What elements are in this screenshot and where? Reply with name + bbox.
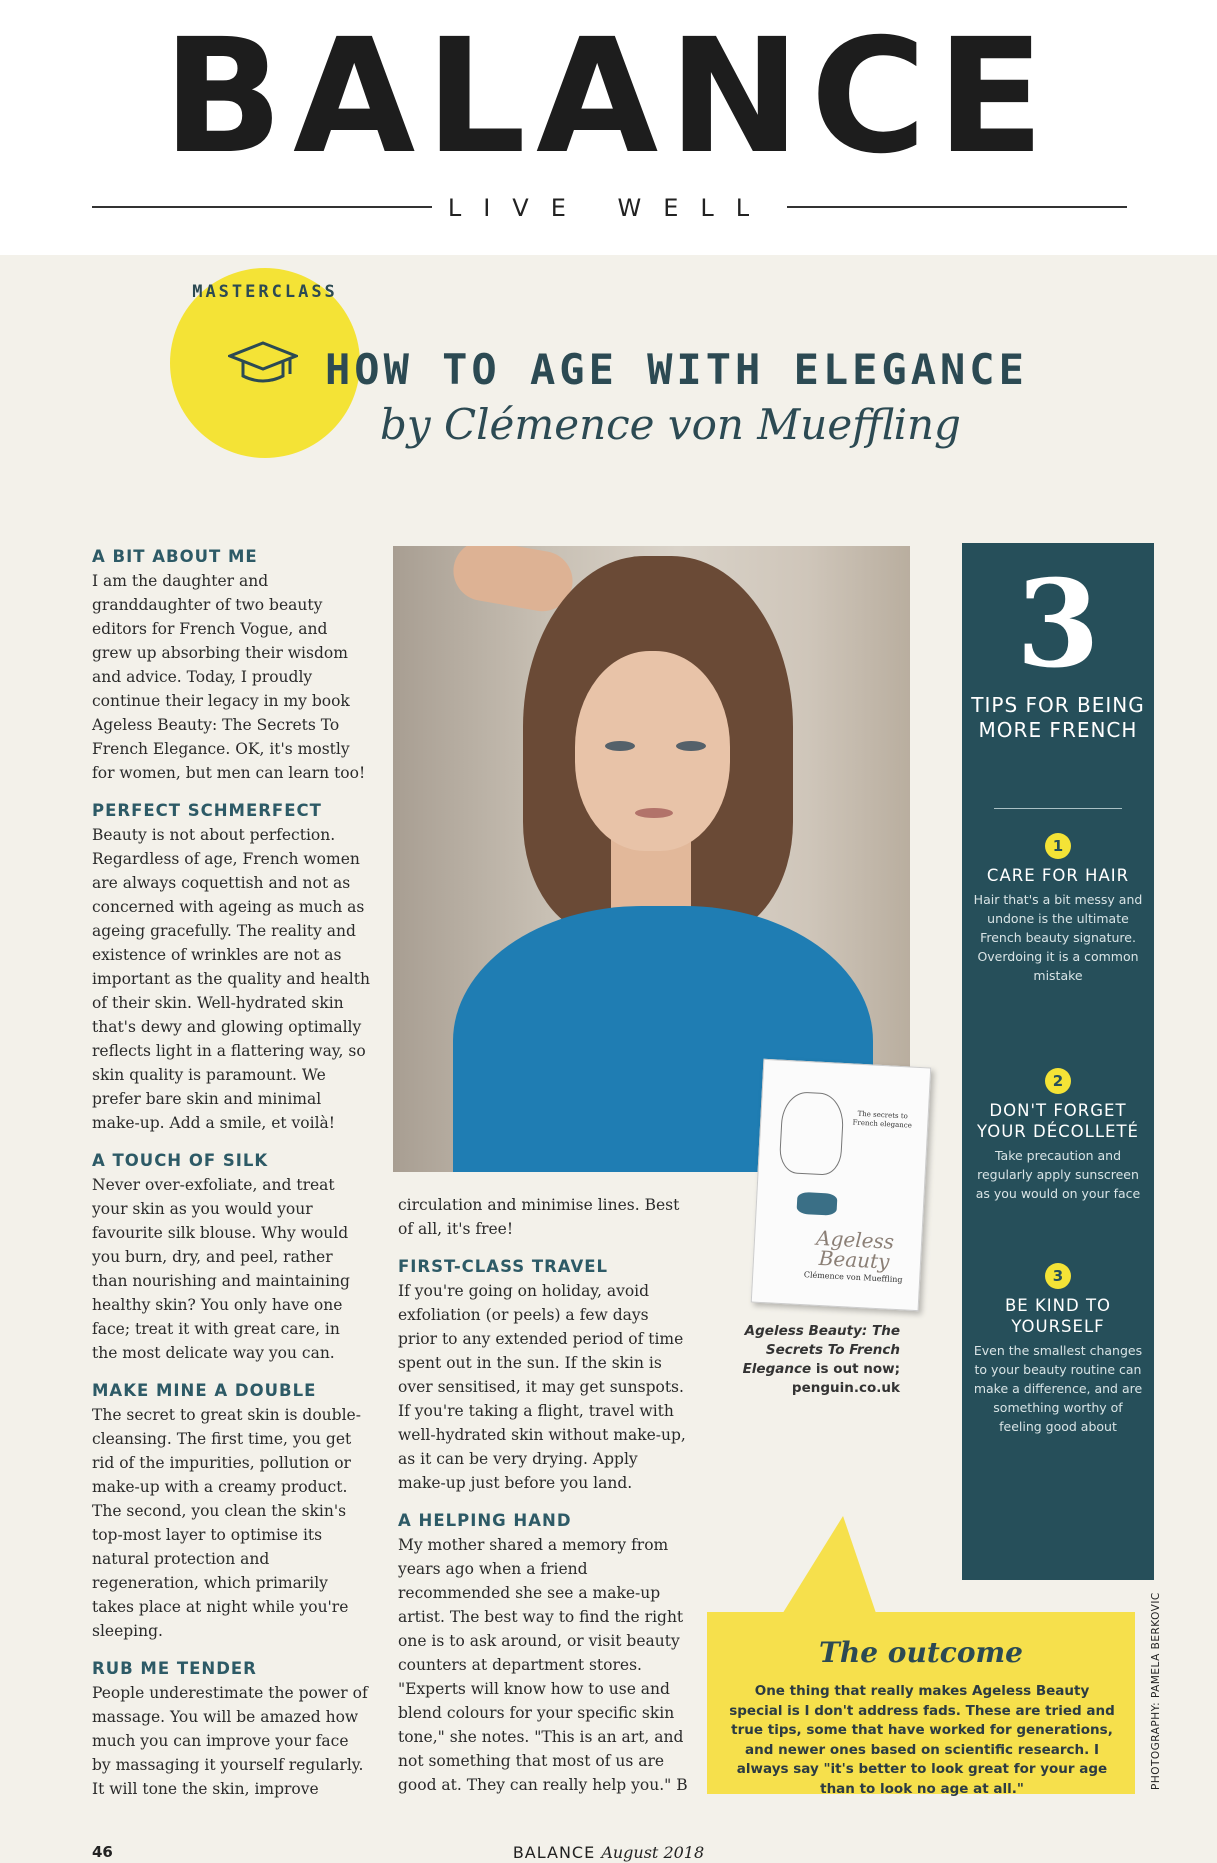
article-section: [92, 1657, 370, 1801]
section-heading: PERFECT SCHMERFECT: [92, 801, 322, 820]
book-brushstroke: [796, 1192, 837, 1216]
book-author: Clémence von Mueffling: [803, 1270, 903, 1285]
tips-heading: TIPS FOR BEING MORE FRENCH: [971, 693, 1145, 742]
tips-big-number: 3: [1016, 554, 1100, 695]
section-body: The secret to great skin is double-cleansing. The first time, you get rid of the impurities, pollution or make-up with a creamy product. The second, you clean the skin's top-most layer to optimise its natural protection and regeneration, which primarily takes place at night while you're sleeping.: [92, 1406, 361, 1640]
tips-divider: [994, 808, 1122, 809]
tip-title: CARE FOR HAIR: [986, 866, 1130, 885]
graduation-cap-icon: [228, 338, 298, 399]
tagline-row: [92, 194, 1127, 222]
portrait-eye-left: [605, 741, 635, 751]
left-column: [92, 545, 370, 1815]
portrait-eye-right: [676, 741, 706, 751]
section-heading: A TOUCH OF SILK: [92, 1151, 269, 1170]
article-section: [398, 1193, 688, 1241]
photo-credit: PHOTOGRAPHY: PAMELA BERKOVIC: [1150, 1592, 1162, 1790]
caption-title: Ageless Beauty: The Secrets To French Elegance: [742, 1323, 900, 1377]
book-caption: [740, 1322, 900, 1398]
tip-title: BE KIND TO YOURSELF: [1004, 1296, 1112, 1336]
section-body: If you're going on holiday, avoid exfoliation (or peels) a few days prior to any extended period of time spent out in the sun. If the skin is over sensitised, it may get sunspots. If you're taking a flight, travel with well-hydrated skin without make-up, as it can be very drying. Apply make-up just before you land.: [398, 1282, 686, 1492]
masthead: [0, 0, 1217, 255]
tip-number: 1: [1045, 833, 1071, 859]
section-heading: MAKE MINE A DOUBLE: [92, 1381, 317, 1400]
book-subtitle: The secrets to French elegance: [852, 1109, 913, 1130]
tip-description: Even the smallest changes to your beauty routine can make a difference, and are something worthy of feeling good about: [973, 1343, 1143, 1434]
outcome-title: The outcome: [819, 1636, 1023, 1669]
section-heading: A HELPING HAND: [398, 1511, 572, 1530]
tagline: LIVE WELL: [447, 194, 772, 222]
tip-description: Hair that's a bit messy and undone is the ultimate French beauty signature. Overdoing it is a common mistake: [973, 892, 1143, 983]
portrait-face: [575, 651, 730, 851]
section-body: People underestimate the power of massage. You will be amazed how much you can improve your face by massaging it yourself regularly. It will tone the skin, improve: [92, 1684, 368, 1798]
tip-title: DON'T FORGET YOUR DÉCOLLETÉ: [977, 1101, 1139, 1141]
tips-panel: [962, 543, 1154, 1580]
tip-number: 3: [1045, 1263, 1071, 1289]
article-section: [398, 1509, 688, 1797]
page-footer: [0, 1843, 1217, 1862]
section-heading: RUB ME TENDER: [92, 1659, 257, 1678]
outcome-speech-tail: [781, 1516, 891, 1616]
section-heading: A BIT ABOUT ME: [92, 547, 258, 566]
section-body: Beauty is not about perfection. Regardless of age, French women are always coquettish and not as concerned with ageing as much as ageing gracefully. The reality and existence of wrinkles are not as important as the quality and health of their skin. Well-hydrated skin that's dewy and glowing optimally reflects light in a flattering way, so skin quality is paramount. We prefer bare skin and minimal make-up. Add a smile, et voilà!: [92, 826, 370, 1132]
tip-2: [962, 1068, 1154, 1203]
tip-number: 2: [1045, 1068, 1071, 1094]
article-section: [92, 1379, 370, 1643]
tip-1: [962, 833, 1154, 985]
caption-rest: is out now; penguin.co.uk: [791, 1361, 900, 1396]
book-title: Ageless Beauty: [815, 1225, 895, 1274]
section-body: My mother shared a memory from years ago when a friend recommended she see a make-up artist. The best way to find the right one is to ask around, or visit beauty counters at department stores. "Experts will know how to use and blend colours for your specific skin tone," she notes. "This is an art, and not something that most of us are good at. They can really help you." B: [398, 1536, 688, 1794]
section-body: I am the daughter and granddaughter of two beauty editors for French Vogue, and grew up absorbing their wisdom and advice. Today, I proudly continue their legacy in my book Ageless Beauty: The Secrets To French Elegance. OK, it's mostly for women, but men can learn too!: [92, 572, 366, 782]
article-section: [92, 1149, 370, 1365]
section-body: circulation and minimise lines. Best of all, it's free!: [398, 1196, 680, 1238]
brand-logo: BALANCE: [162, 5, 1055, 189]
tip-3: [962, 1263, 1154, 1436]
book-cover: [751, 1059, 932, 1311]
byline: by Clémence von Mueffling: [380, 400, 961, 449]
portrait-lips: [635, 808, 673, 818]
tip-description: Take precaution and regularly apply sunscreen as you would on your face: [975, 1148, 1141, 1201]
section-body: Never over-exfoliate, and treat your skin as you would your favourite silk blouse. Why would you burn, dry, and peel, rather than nourishing and maintaining healthy skin? You only have one face; treat it with great care, in the most delicate way you can.: [92, 1176, 350, 1362]
article-section: [92, 545, 370, 785]
middle-column: [398, 1193, 688, 1811]
book-sketch: [779, 1091, 845, 1176]
headline: HOW TO AGE WITH ELEGANCE: [325, 345, 1028, 394]
outcome-body: One thing that really makes Ageless Beauty special is I don't address fads. These are tried and true tips, some that have worked for generations, and newer ones based on scientific research. I always say "it's better to look great for your age than to look no age at all.": [729, 1683, 1115, 1797]
article-section: [398, 1255, 688, 1495]
page-number: 46: [92, 1843, 113, 1861]
footer-magazine: BALANCE: [512, 1843, 596, 1862]
badge-label: MASTERCLASS: [192, 282, 338, 302]
footer-date: August 2018: [601, 1843, 705, 1862]
section-heading: FIRST-CLASS TRAVEL: [398, 1257, 609, 1276]
article-section: [92, 799, 370, 1135]
outcome-box: [707, 1612, 1135, 1797]
